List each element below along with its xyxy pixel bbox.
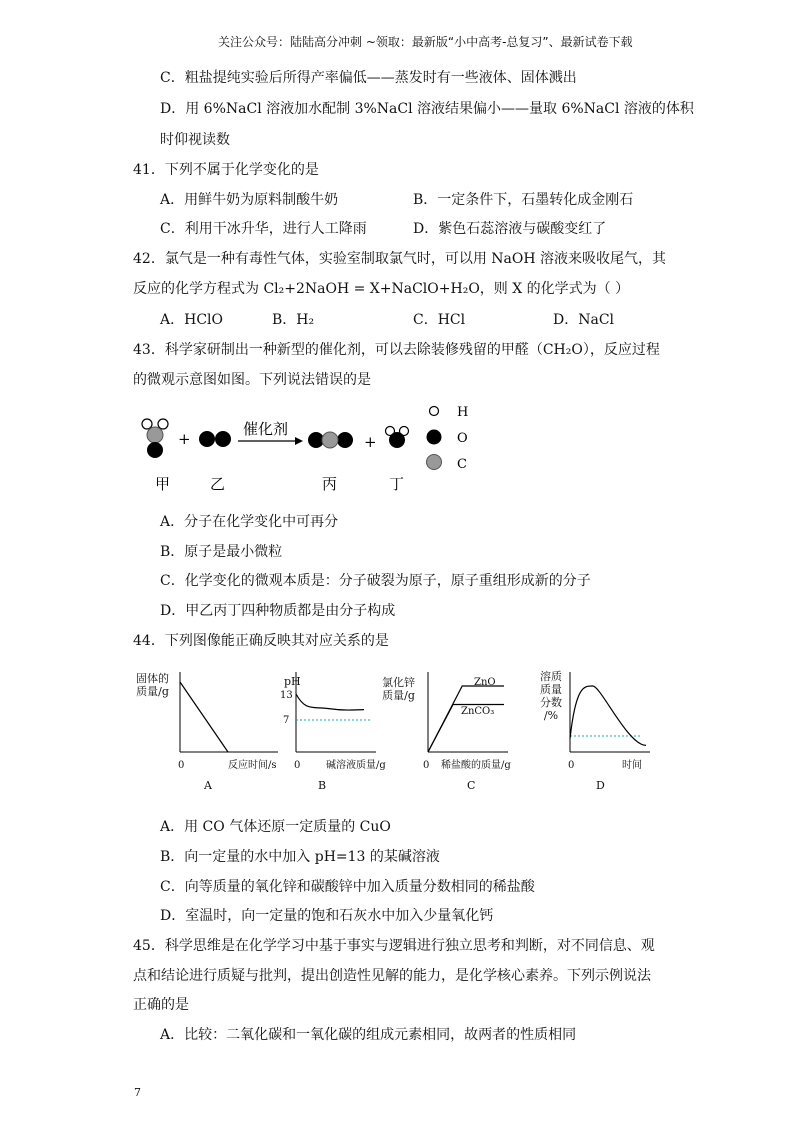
molecule-formaldehyde bbox=[142, 419, 168, 458]
legend-o-swatch bbox=[427, 430, 442, 445]
q44-option-c: C．向等质量的氧化锌和碳酸锌中加入质量分数相同的稀盐酸 bbox=[160, 879, 535, 895]
chart-d-label: D bbox=[596, 779, 605, 792]
legend-c-label: C bbox=[457, 457, 467, 472]
chart-b-label: B bbox=[318, 779, 327, 792]
chart-d-xlabel: 时间 bbox=[622, 760, 642, 771]
q44-stem: 44．下列图像能正确反映其对应关系的是 bbox=[133, 633, 389, 649]
chart-d-ylabel-line1: 溶质 bbox=[540, 670, 562, 683]
o-atom bbox=[199, 431, 215, 447]
q41-option-d: D．紫色石蕊溶液与碳酸变红了 bbox=[413, 221, 607, 237]
chart-a-xlabel: 反应时间/s bbox=[228, 760, 277, 771]
q42-option-a: A．HClO bbox=[160, 312, 223, 328]
o-atom bbox=[389, 432, 405, 448]
chart-d-ylabel-line3: 分数 bbox=[540, 696, 562, 709]
q44-option-a: A．用 CO 气体还原一定质量的 CuO bbox=[160, 819, 391, 835]
molecule-oxygen bbox=[199, 431, 231, 447]
chart-c-origin: 0 bbox=[423, 760, 430, 771]
chart-c-legend-zno: ZnO bbox=[474, 677, 496, 688]
legend-c-swatch bbox=[427, 455, 442, 470]
chart-a-origin: 0 bbox=[178, 760, 185, 771]
q41-option-b: B．一定条件下，石墨转化成金刚石 bbox=[413, 192, 634, 208]
chart-c-ylabel-line2: 质量/g bbox=[382, 689, 415, 702]
o-atom bbox=[147, 442, 163, 458]
label-jia: 甲 bbox=[155, 475, 171, 493]
chart-a-ylabel bbox=[136, 672, 169, 698]
chart-c-xlabel: 稀盐酸的质量/g bbox=[441, 760, 511, 771]
plus-sign: + bbox=[364, 433, 377, 451]
chart-a-label: A bbox=[204, 779, 212, 792]
chart-d-ylabel bbox=[540, 670, 562, 722]
chart-d-plot bbox=[562, 668, 652, 758]
chart-b-ylabel: pH bbox=[284, 675, 301, 688]
page-header: 关注公众号：陆陆高分冲刺 ~领取：最新版“小中高考-总复习”、最新试卷下载 bbox=[218, 35, 633, 49]
c-atom bbox=[322, 432, 338, 448]
q45-option-a: A．比较：二氧化碳和一氧化碳的组成元素相同，故两者的性质相同 bbox=[160, 1027, 577, 1043]
h-atom bbox=[158, 419, 168, 429]
q40-option-d: D．用 6%NaCl 溶液加水配制 3%NaCl 溶液结果偏小——量取 6%NaCl 溶液的体积 bbox=[160, 101, 694, 117]
q40-option-c: C．粗盐提纯实验后所得产率偏低——蒸发时有一些液体、固体溅出 bbox=[160, 70, 577, 86]
q41-option-c: C．利用干冰升华，进行人工降雨 bbox=[160, 221, 367, 237]
chart-a-ylabel-line2: 质量/g bbox=[136, 685, 169, 698]
chart-d-ylabel-line4: /% bbox=[543, 709, 559, 722]
chart-c-legend-znco3: ZnCO₃ bbox=[461, 706, 495, 717]
c-atom bbox=[147, 427, 163, 443]
q43-stem-2: 的微观示意图如图。下列说法错误的是 bbox=[133, 372, 371, 388]
q44-option-d: D．室温时，向一定量的饱和石灰水中加入少量氧化钙 bbox=[160, 908, 494, 924]
q45-stem-2: 点和结论进行质疑与批判，提出创造性见解的能力，是化学核心素养。下列示例说法 bbox=[133, 968, 651, 984]
chart-a-series-line bbox=[180, 682, 228, 752]
chart-c-label: C bbox=[467, 779, 476, 792]
reaction-diagram bbox=[135, 398, 485, 494]
q43-stem-1: 43．科学家研制出一种新型的催化剂，可以去除装修残留的甲醛（CH₂O），反应过程 bbox=[133, 342, 660, 358]
plus-sign: + bbox=[178, 430, 191, 448]
page-number: 7 bbox=[134, 1086, 141, 1099]
molecule-water bbox=[386, 427, 409, 449]
h-atom bbox=[142, 419, 152, 429]
q42-option-b: B．H₂ bbox=[272, 312, 315, 328]
chart-b-ytick-13: 13 bbox=[280, 690, 293, 701]
chart-b-xlabel: 碱溶液质量/g bbox=[326, 760, 386, 771]
q40-option-d-cont: 时仰视读数 bbox=[160, 132, 230, 148]
chart-b-series-line bbox=[296, 694, 364, 710]
legend-o-label: O bbox=[457, 431, 468, 446]
q42-stem-1: 42．氯气是一种有毒性气体，实验室制取氯气时，可以用 NaOH 溶液来吸收尾气，其 bbox=[133, 251, 666, 267]
label-yi: 乙 bbox=[210, 475, 226, 493]
o-atom bbox=[337, 432, 353, 448]
q43-option-d: D．甲乙丙丁四种物质都是由分子构成 bbox=[160, 603, 396, 619]
chart-b-origin: 0 bbox=[294, 760, 301, 771]
label-ding: 丁 bbox=[389, 475, 405, 493]
q45-stem-1: 45．科学思维是在化学学习中基于事实与逻辑进行独立思考和判断，对不同信息、观 bbox=[133, 938, 655, 954]
chart-c-series-zno bbox=[428, 686, 504, 752]
q42-option-d: D．NaCl bbox=[553, 312, 615, 328]
chart-d-ylabel-line2: 质量 bbox=[540, 683, 562, 696]
q42-option-c: C．HCl bbox=[413, 312, 466, 328]
catalyst-label: 催化剂 bbox=[243, 420, 289, 438]
q43-option-c: C．化学变化的微观本质是：分子破裂为原子，原子重组形成新的分子 bbox=[160, 573, 591, 589]
q44-option-b: B．向一定量的水中加入 pH=13 的某碱溶液 bbox=[160, 849, 440, 865]
q41-stem: 41．下列不属于化学变化的是 bbox=[133, 162, 319, 178]
chart-a-plot bbox=[170, 668, 280, 758]
molecule-carbon-dioxide bbox=[308, 432, 353, 448]
chart-a-ylabel-line1: 固体的 bbox=[136, 672, 169, 685]
chart-b-ytick-7: 7 bbox=[283, 715, 290, 726]
legend-h-label: H bbox=[457, 405, 469, 420]
o-atom bbox=[215, 431, 231, 447]
chart-d-origin: 0 bbox=[568, 760, 575, 771]
q43-option-b: B．原子是最小微粒 bbox=[160, 544, 283, 560]
chart-c-ylabel-line1: 氯化锌 bbox=[382, 676, 415, 689]
legend-h-swatch bbox=[430, 407, 439, 416]
q43-option-a: A．分子在化学变化中可再分 bbox=[160, 514, 339, 530]
chart-b-plot bbox=[288, 668, 378, 758]
reaction-arrow-head bbox=[295, 437, 303, 445]
q41-option-a: A．用鲜牛奶为原料制酸牛奶 bbox=[160, 192, 339, 208]
chart-c-ylabel bbox=[382, 676, 415, 702]
q45-stem-3: 正确的是 bbox=[133, 997, 189, 1013]
label-bing: 丙 bbox=[322, 475, 338, 493]
q42-stem-2: 反应的化学方程式为 Cl₂+2NaOH = X+NaClO+H₂O，则 X 的化学式为（ ） bbox=[133, 281, 630, 297]
